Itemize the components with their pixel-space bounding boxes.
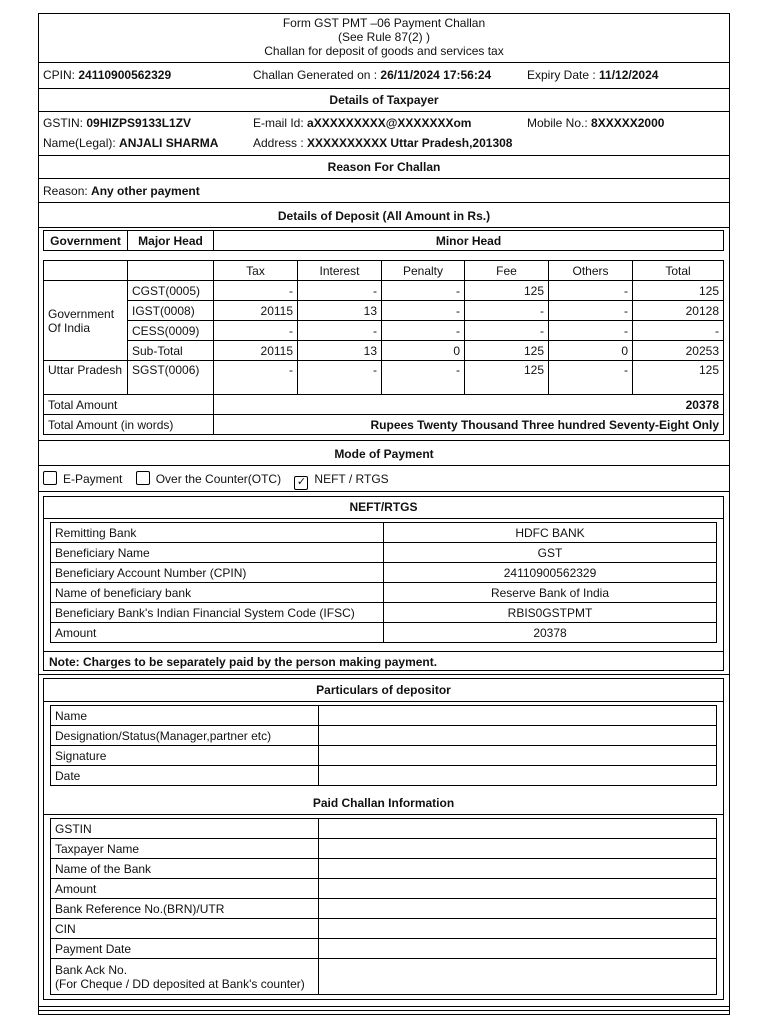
checkbox-e-payment[interactable] (43, 471, 57, 485)
address-value: XXXXXXXXXX Uttar Pradesh,201308 (307, 136, 513, 150)
paid-label: GSTIN (51, 819, 319, 839)
table-cell: - (633, 321, 724, 341)
mobile-value: 8XXXXX2000 (591, 116, 665, 130)
col-fee: Fee (465, 261, 549, 281)
neft-value: 20378 (384, 623, 717, 643)
col-others: Others (549, 261, 633, 281)
col-total: Total (633, 261, 724, 281)
depositor-value[interactable] (319, 726, 717, 746)
table-cell: - (382, 361, 465, 395)
table-cell: 20128 (633, 301, 724, 321)
major-head-sgst: SGST(0006) (128, 361, 214, 395)
option-otc[interactable]: Over the Counter(OTC) (136, 472, 281, 486)
paid-label: CIN (51, 919, 319, 939)
table-cell: 125 (633, 361, 724, 395)
mode-section-title: Mode of Payment (334, 447, 434, 461)
depositor-value[interactable] (319, 746, 717, 766)
neft-value: 24110900562329 (384, 563, 717, 583)
paid-label: Name of the Bank (51, 859, 319, 879)
depositor-label: Name (51, 706, 319, 726)
neft-value: Reserve Bank of India (384, 583, 717, 603)
address-field: Address : XXXXXXXXXX Uttar Pradesh,201308 (253, 136, 513, 150)
table-cell: - (214, 361, 298, 395)
table-cell: - (549, 361, 633, 395)
paid-value[interactable] (319, 819, 717, 839)
depositor-table (50, 705, 717, 786)
option-neft-rtgs[interactable]: ✓ NEFT / RTGS (294, 472, 388, 486)
paid-label: Taxpayer Name (51, 839, 319, 859)
bank-ack-label: Bank Ack No. (For Cheque / DD deposited at Bank's counter) (51, 959, 319, 995)
reason-section-title: Reason For Challan (327, 160, 441, 174)
table-cell: - (214, 321, 298, 341)
legal-name-field: Name(Legal): ANJALI SHARMA (43, 136, 219, 150)
neft-value: RBIS0GSTPMT (384, 603, 717, 623)
table-cell: 125 (465, 361, 549, 395)
form-subtitle: Challan for deposit of goods and services tax (264, 44, 504, 58)
head-major: Major Head (128, 231, 214, 251)
form-rule: (See Rule 87(2) ) (337, 30, 431, 44)
deposit-table (43, 260, 724, 435)
table-cell: - (298, 321, 382, 341)
paid-value[interactable] (319, 899, 717, 919)
reason-field: Reason: Any other payment (43, 184, 200, 198)
gstin-field: GSTIN: 09HIZPS9133L1ZV (43, 116, 192, 130)
amount-in-words-value: Rupees Twenty Thousand Three hundred Seventy-Eight Only (214, 415, 724, 435)
table-cell: 20115 (214, 301, 298, 321)
paid-table (50, 818, 717, 995)
table-cell: - (465, 321, 549, 341)
col-penalty: Penalty (382, 261, 465, 281)
mobile-field: Mobile No.: 8XXXXX2000 (527, 116, 665, 130)
gstin-value: 09HIZPS9133L1ZV (86, 116, 192, 130)
paid-value[interactable] (319, 879, 717, 899)
col-interest: Interest (298, 261, 382, 281)
neft-label: Remitting Bank (51, 523, 384, 543)
depositor-label: Date (51, 766, 319, 786)
neft-label: Beneficiary Bank's Indian Financial System Code (IFSC) (51, 603, 384, 623)
neft-box (43, 496, 724, 671)
depositor-section-title: Particulars of depositor (316, 683, 451, 697)
neft-note: Note: Charges to be separately paid by the person making payment. (49, 655, 438, 669)
table-cell: - (549, 281, 633, 301)
table-cell: - (549, 321, 633, 341)
checkbox-neft-rtgs[interactable]: ✓ (294, 476, 308, 490)
paid-value[interactable] (319, 959, 717, 995)
table-cell: - (298, 361, 382, 395)
paid-value[interactable] (319, 839, 717, 859)
table-cell: - (298, 281, 382, 301)
head-government: Government (44, 231, 128, 251)
expiry-value: 11/12/2024 (599, 68, 659, 82)
checkbox-otc[interactable] (136, 471, 150, 485)
table-cell: 20115 (214, 341, 298, 361)
table-cell: 125 (633, 281, 724, 301)
neft-value: GST (384, 543, 717, 563)
paid-label: Bank Reference No.(BRN)/UTR (51, 899, 319, 919)
neft-section-title: NEFT/RTGS (349, 500, 418, 514)
table-cell: 13 (298, 341, 382, 361)
table-cell: - (214, 281, 298, 301)
neft-label: Beneficiary Account Number (CPIN) (51, 563, 384, 583)
table-cell: - (382, 281, 465, 301)
payment-mode-options (43, 471, 389, 490)
col-tax: Tax (214, 261, 298, 281)
paid-label: Amount (51, 879, 319, 899)
table-cell: 0 (549, 341, 633, 361)
neft-label: Amount (51, 623, 384, 643)
reason-value: Any other payment (91, 184, 200, 198)
table-cell: 20253 (633, 341, 724, 361)
option-e-payment[interactable]: E-Payment (43, 472, 122, 486)
cpin-field: CPIN: 24110900562329 (43, 68, 172, 82)
total-amount-label: Total Amount (44, 395, 214, 415)
taxpayer-section-title: Details of Taxpayer (329, 93, 439, 107)
major-head-cess: CESS(0009) (128, 321, 214, 341)
table-cell: 125 (465, 341, 549, 361)
deposit-section-title: Details of Deposit (All Amount in Rs.) (277, 209, 491, 223)
total-amount-value: 20378 (214, 395, 724, 415)
table-cell: 125 (465, 281, 549, 301)
head-table (43, 230, 724, 251)
generated-field: Challan Generated on : 26/11/2024 17:56:24 (253, 68, 492, 82)
depositor-label: Signature (51, 746, 319, 766)
email-value: aXXXXXXXXX@XXXXXXXom (307, 116, 472, 130)
amount-in-words-label: Total Amount (in words) (44, 415, 214, 435)
depositor-value[interactable] (319, 706, 717, 726)
legal-name-value: ANJALI SHARMA (119, 136, 219, 150)
neft-table (50, 522, 717, 643)
form-title: Form GST PMT –06 Payment Challan (282, 16, 486, 30)
neft-label: Beneficiary Name (51, 543, 384, 563)
paid-value[interactable] (319, 919, 717, 939)
paid-value[interactable] (319, 859, 717, 879)
expiry-field: Expiry Date : 11/12/2024 (527, 68, 659, 82)
paid-value[interactable] (319, 939, 717, 959)
depositor-value[interactable] (319, 766, 717, 786)
table-cell: - (465, 301, 549, 321)
table-cell: - (382, 301, 465, 321)
depositor-label: Designation/Status(Manager,partner etc) (51, 726, 319, 746)
paid-section-title: Paid Challan Information (312, 796, 455, 810)
head-minor: Minor Head (214, 231, 724, 251)
sub-total-label: Sub-Total (128, 341, 214, 361)
generated-value: 26/11/2024 17:56:24 (380, 68, 492, 82)
neft-value: HDFC BANK (384, 523, 717, 543)
cpin-value: 24110900562329 (78, 68, 172, 82)
challan-form (38, 13, 730, 1015)
uttar-pradesh-label: Uttar Pradesh (44, 361, 128, 395)
table-cell: - (549, 301, 633, 321)
email-field: E-mail Id: aXXXXXXXXX@XXXXXXXom (253, 116, 472, 130)
paid-label: Payment Date (51, 939, 319, 959)
table-cell: 13 (298, 301, 382, 321)
depositor-box (43, 678, 724, 1000)
table-cell: 0 (382, 341, 465, 361)
major-head-cgst: CGST(0005) (128, 281, 214, 301)
table-cell: - (382, 321, 465, 341)
neft-label: Name of beneficiary bank (51, 583, 384, 603)
major-head-igst: IGST(0008) (128, 301, 214, 321)
form-header (39, 16, 729, 62)
gov-india-label: Government Of India (44, 281, 128, 361)
